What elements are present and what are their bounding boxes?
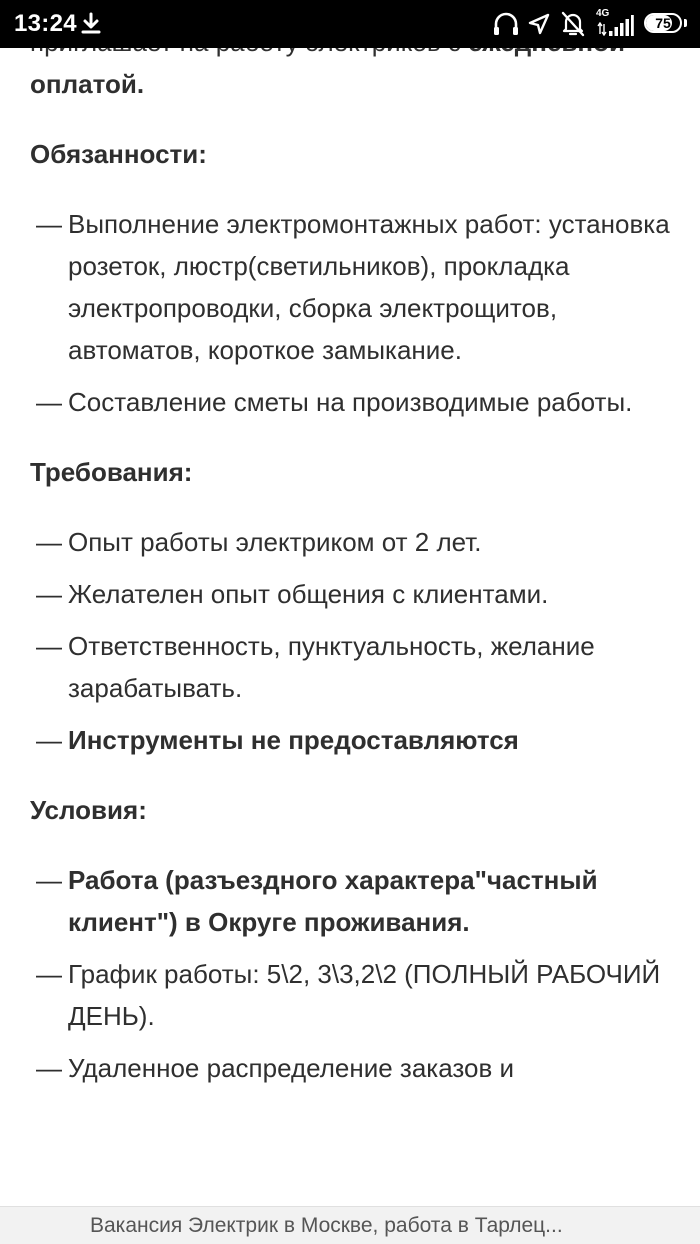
list-item [30, 719, 670, 761]
battery-percent: 75 [655, 15, 671, 31]
battery-icon [644, 13, 682, 33]
list-item-text: Опыт работы электриком от 2 лет. [68, 527, 482, 557]
location-arrow-icon [527, 12, 551, 36]
list-item [30, 859, 670, 943]
list-item [30, 573, 670, 615]
duties-title: Обязанности: [30, 139, 207, 169]
bullet-dash: — [36, 387, 62, 417]
list-item-text: Ответственность, пунктуальность, желание зарабатывать. [68, 631, 595, 703]
signal-icon [608, 15, 634, 37]
status-time: 13:24 [14, 10, 77, 37]
data-activity-icon [597, 22, 607, 36]
conditions-list [30, 859, 670, 1089]
bullet-dash: — [36, 527, 62, 557]
list-item [30, 953, 670, 1037]
signal-indicator [594, 9, 636, 39]
article-content [30, 21, 670, 1089]
network-type-label: 4G [596, 8, 610, 19]
bullet-dash: — [36, 959, 62, 989]
list-item [30, 203, 670, 371]
list-item-text: Выполнение электромонтажных работ: установка розеток, люстр(светильников), прокладка электропроводки, сборка электрощитов, автоматов, короткое замыкание. [68, 209, 670, 365]
list-item-text: Инструменты не предоставляются [68, 725, 519, 755]
list-item [30, 1047, 670, 1089]
bullet-dash: — [36, 631, 62, 661]
bullet-dash: — [36, 1053, 62, 1083]
duties-list [30, 203, 670, 423]
headphones-icon [492, 11, 520, 37]
list-item-text: Работа (разъездного характера"частный клиент") в Округе проживания. [68, 865, 598, 937]
list-item-text: Удаленное распределение заказов и [68, 1053, 515, 1083]
battery-tip [684, 19, 687, 27]
requirements-title: Требования: [30, 457, 193, 487]
download-icon [80, 12, 102, 36]
requirements-list [30, 521, 670, 761]
bullet-dash: — [36, 725, 62, 755]
list-item [30, 625, 670, 709]
bullet-dash: — [36, 865, 62, 895]
bullet-dash: — [36, 579, 62, 609]
list-item-text: Желателен опыт общения с клиентами. [68, 579, 549, 609]
list-item [30, 521, 670, 563]
list-item-text: Составление сметы на производимые работы. [68, 387, 633, 417]
conditions-title: Условия: [30, 795, 147, 825]
bullet-dash: — [36, 209, 62, 239]
intro-strong-2: оплатой. [30, 69, 145, 99]
page-title[interactable]: Вакансия Электрик в Москве, работа в Тарлец... [90, 1214, 563, 1237]
alarm-off-icon [560, 10, 586, 38]
list-item-text: График работы: 5\2, 3\3,2\2 (ПОЛНЫЙ РАБОЧИЙ ДЕНЬ). [68, 959, 661, 1031]
status-bar [0, 0, 700, 48]
list-item [30, 381, 670, 423]
page-title-bar[interactable] [0, 1206, 700, 1244]
